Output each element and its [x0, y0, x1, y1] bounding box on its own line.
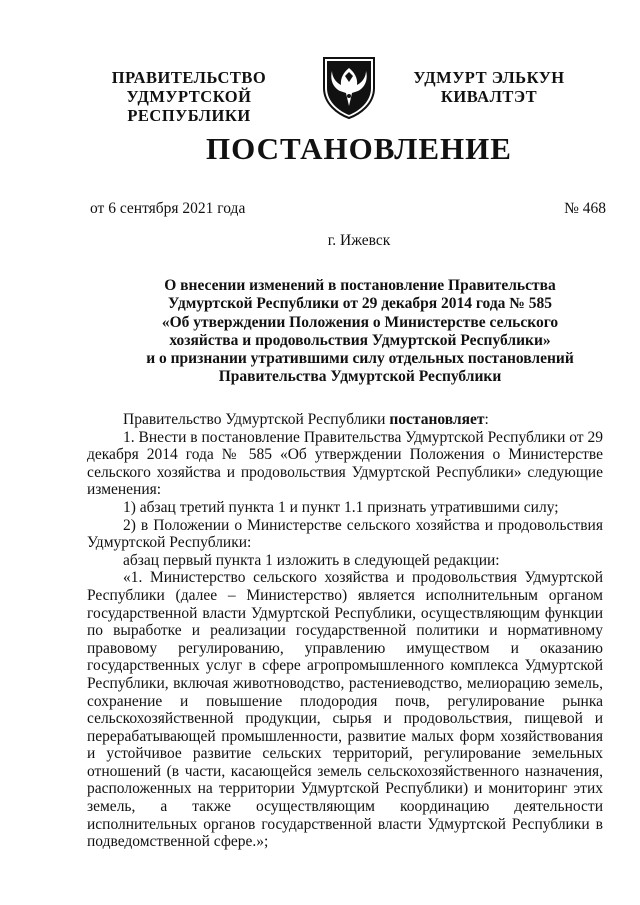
org-right-line2: КИВАЛТЭТ: [440, 87, 538, 106]
subject-line: хозяйства и продовольствия Удмуртской Республики»: [169, 331, 551, 349]
body-paragraph: 1) абзац третий пункта 1 и пункт 1.1 признать утратившими силу;: [123, 498, 559, 516]
body-paragraph: 1. Внести в постановление Правительства Удмуртской Республики от 29 декабря 2014 года № 585 «Об утверждении Положения о Министерстве сельского хозяйства и продовольствия Удмуртской Республики» следующие изменения:: [87, 428, 603, 499]
udmurt-coat-of-arms-icon: [320, 54, 378, 120]
body-paragraph: «1. Министерство сельского хозяйства и продовольствия Удмуртской Республики (далее – Министерство) является исполнительным органом государственной власти Удмуртской Республики, осуществляющим функции по выработке и реализации государственной политики и нормативному правовому регулированию, управлению имуществом и оказанию государственных услуг в сфере агропромышленного комплекса Удмуртской Республики, включая животноводство, растениеводство, мелиорацию земель, сохранение и повышение плодородия почв, регулирование рынка сельскохозяйственной продукции, сырья и продовольствия, пищевой и перерабатывающей промышленности, развитие малых форм хозяйствования и устойчивое развитие сельских территорий, регулирование земельных отношений (в части, касающейся земель сельскохозяйственного назначения, расположенных на территории Удмуртской Республики) и мониторинг этих земель, а также осуществляющим координацию деятельности исполнительных органов государственной власти Удмуртской Республики в подведомственной сфере.»;: [87, 569, 603, 851]
decree-keyword: постановляет: [389, 411, 485, 428]
body-paragraph: [87, 411, 603, 429]
org-left-line1: ПРАВИТЕЛЬСТВО: [111, 68, 267, 87]
decree-colon: :: [484, 411, 489, 428]
body-paragraph: абзац первый пункта 1 изложить в следующей редакции:: [123, 551, 500, 569]
subject-line: «Об утверждении Положения о Министерстве сельского: [161, 313, 559, 331]
document-body: [87, 411, 603, 851]
subject-line: и о признании утратившими силу отдельных постановлений: [146, 350, 574, 368]
org-left-line2: УДМУРТСКОЙ РЕСПУБЛИКИ: [126, 87, 252, 125]
subject-line: О внесении изменений в постановление Правительства: [164, 277, 556, 294]
document-subject: [110, 277, 610, 387]
subject-line: Правительства Удмуртской Республики: [218, 368, 502, 386]
org-right-line1: УДМУРТ ЭЛЬКУН: [413, 68, 565, 87]
subject-line: Удмуртской Республики от 29 декабря 2014 года № 585: [167, 295, 553, 313]
document-date: от 6 сентября 2021 года: [90, 200, 246, 217]
government-name-russian: [74, 68, 304, 125]
document-city: г. Ижевск: [327, 232, 391, 249]
document-number: № 468: [564, 200, 606, 217]
government-name-udmurt: [384, 68, 594, 106]
document-title: ПОСТАНОВЛЕНИЕ: [206, 131, 512, 166]
body-paragraph: 2) в Положении о Министерстве сельского хозяйства и продовольствия Удмуртской Республики:: [87, 516, 603, 552]
decree-lead: Правительство Удмуртской Республики: [123, 411, 390, 428]
